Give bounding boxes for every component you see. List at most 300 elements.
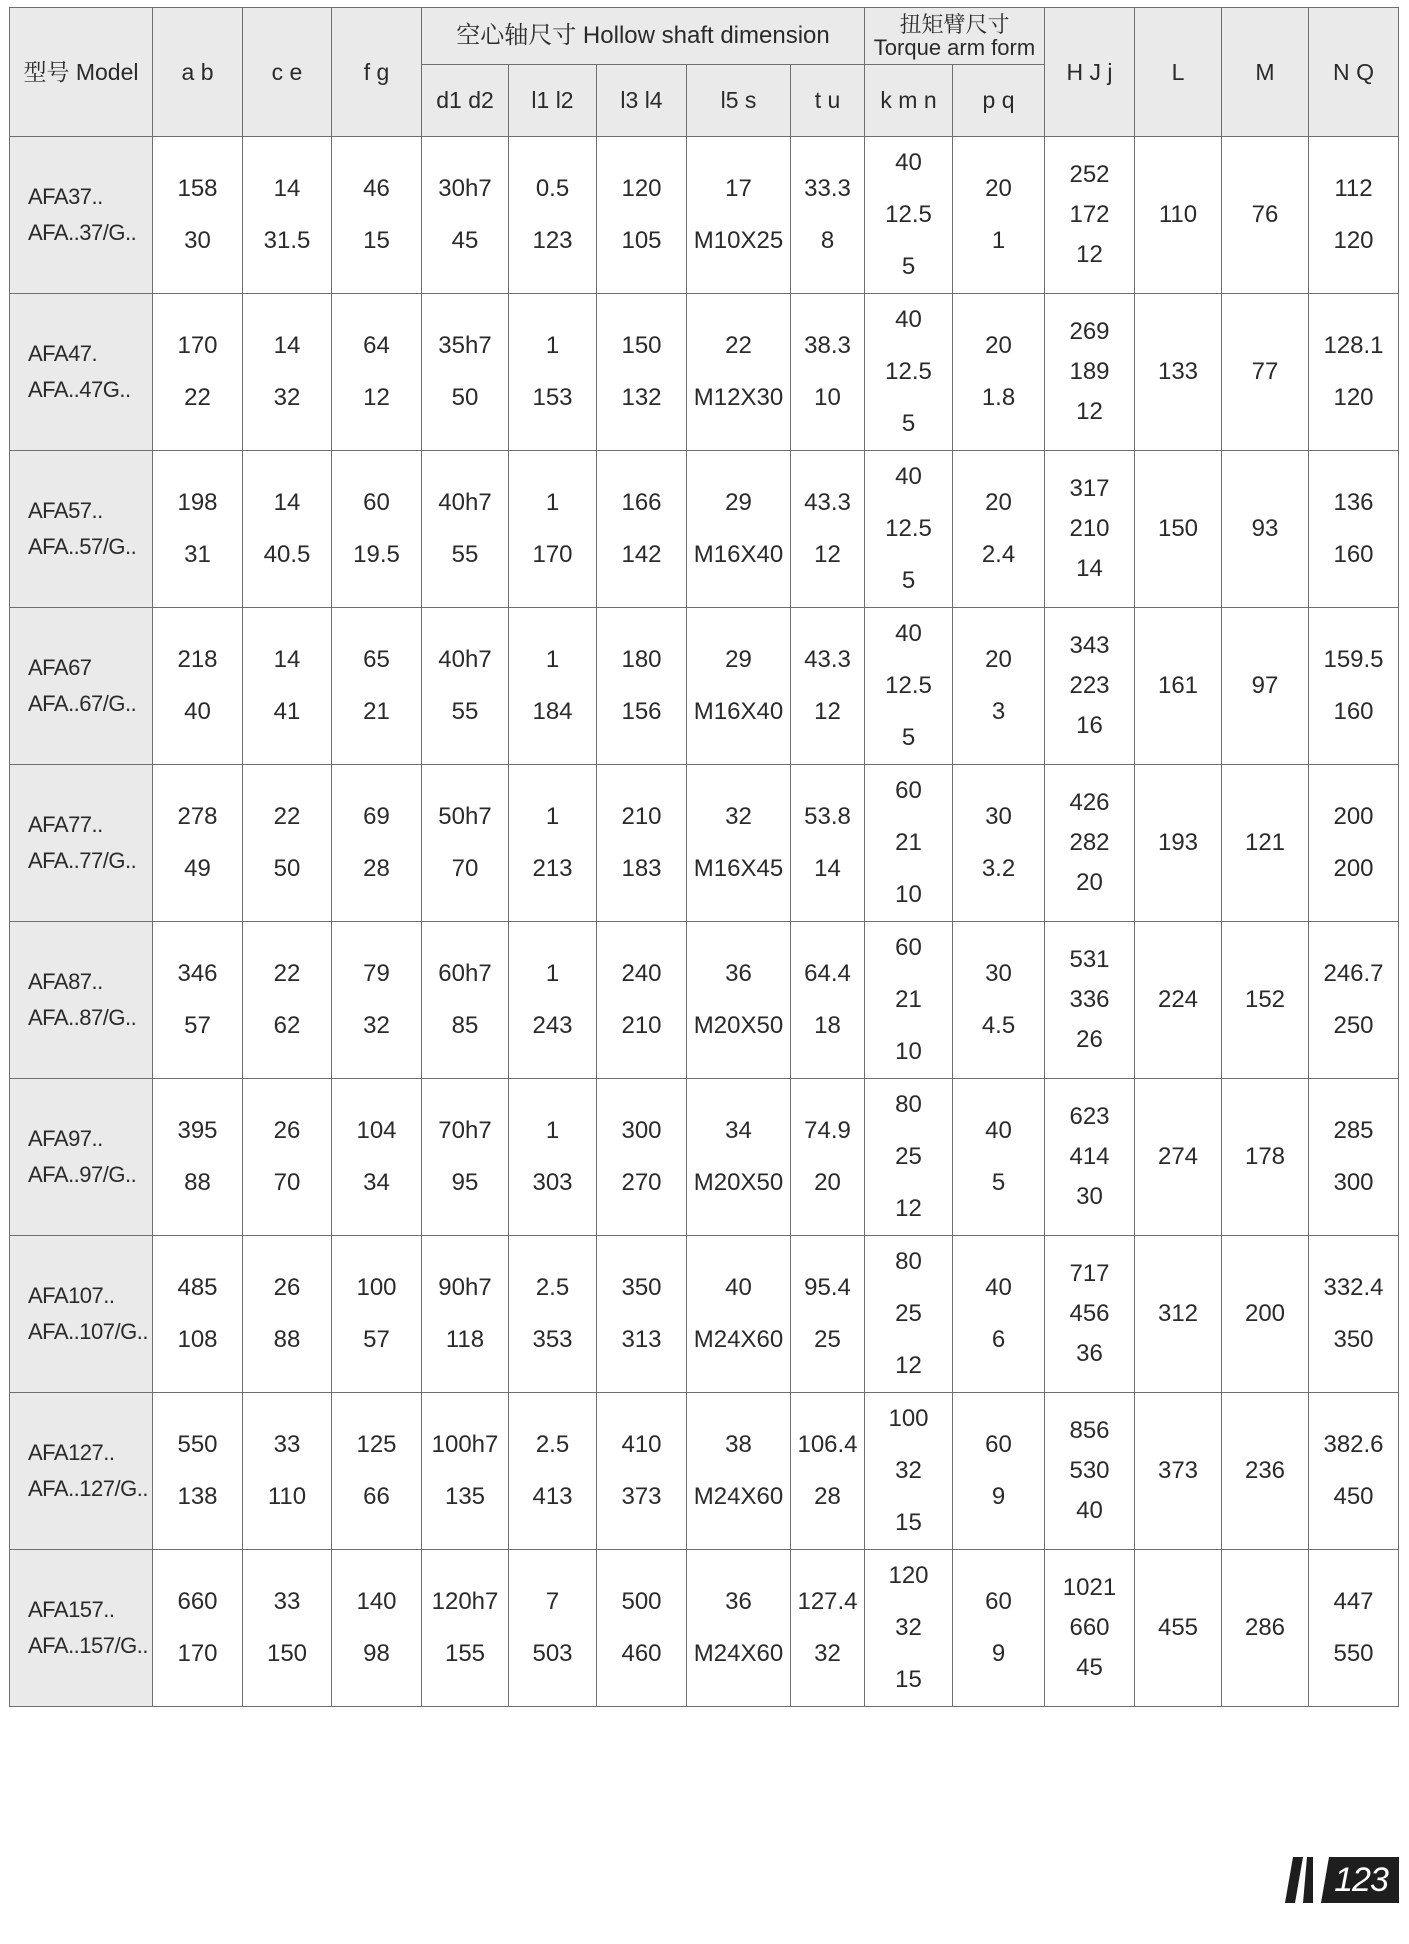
cell-ce-line: 62 [273, 1012, 301, 1039]
header-l12 [509, 65, 597, 137]
cell-l34-line: 300 [621, 1117, 662, 1144]
cell-ab-line: 346 [177, 960, 218, 987]
cell-d [422, 608, 509, 765]
cell-ab-line: 138 [177, 1483, 218, 1510]
cell-l12-line: 1 [545, 960, 560, 987]
cell-hjj-line: 40 [1076, 1497, 1103, 1524]
cell-l5s [687, 1236, 791, 1393]
cell-hjj-line: 20 [1076, 869, 1103, 896]
cell-l34 [597, 608, 687, 765]
cell-ab-line: 40 [184, 698, 211, 725]
cell-d-line: 40h7 [438, 646, 492, 673]
cell-M [1222, 1236, 1309, 1393]
table-header [10, 8, 1399, 137]
cell-hjj [1045, 137, 1135, 294]
cell-l5s-line: M20X50 [693, 1012, 784, 1039]
cell-pq [953, 1550, 1045, 1707]
cell-ab [153, 294, 243, 451]
cell-kmn-line: 5 [901, 410, 916, 437]
cell-nq-line: 128.1 [1323, 332, 1384, 359]
cell-kmn [865, 1236, 953, 1393]
cell-pq [953, 451, 1045, 608]
table-row [10, 137, 1399, 294]
header-u: u [827, 87, 841, 114]
header-g: g [376, 58, 390, 85]
cell-L [1135, 1079, 1222, 1236]
cell-pq-line: 9 [991, 1640, 1006, 1667]
cell-d-line: 135 [444, 1483, 486, 1510]
cell-pq [953, 1393, 1045, 1550]
cell-nq [1309, 294, 1399, 451]
cell-kmn [865, 451, 953, 608]
cell-nq [1309, 1393, 1399, 1550]
header-l3: l3 [620, 87, 639, 114]
cell-nq-line: 200 [1333, 803, 1374, 830]
cell-pq-line: 20 [985, 332, 1012, 359]
cell-l34 [597, 1550, 687, 1707]
table-row [10, 765, 1399, 922]
header-e: e [289, 58, 303, 85]
cell-L [1135, 451, 1222, 608]
cell-l34-line: 210 [621, 803, 662, 830]
cell-pq [953, 922, 1045, 1079]
cell-ab-line: 218 [177, 646, 218, 673]
cell-model-line: AFA127.. [28, 1440, 115, 1465]
cell-l34-line: 460 [621, 1640, 662, 1667]
cell-hjj-line: 456 [1069, 1300, 1110, 1327]
cell-ce-line: 50 [273, 855, 301, 882]
cell-kmn [865, 922, 953, 1079]
cell-pq-line: 30 [985, 960, 1012, 987]
cell-l12-line: 123 [532, 227, 573, 254]
cell-tu-line: 28 [814, 1483, 841, 1510]
cell-ab-line: 30 [184, 227, 211, 254]
cell-l12-line: 243 [532, 1012, 573, 1039]
cell-M-value: 77 [1251, 358, 1279, 385]
header-hjj [1045, 8, 1135, 137]
cell-fg-line: 34 [363, 1169, 390, 1196]
header-hollow-shaft-group: 空心轴尺寸 Hollow shaft dimension [422, 8, 865, 65]
cell-model [10, 1550, 153, 1707]
cell-l12 [509, 451, 597, 608]
cell-model-line: AFA107.. [28, 1283, 115, 1308]
cell-M [1222, 922, 1309, 1079]
cell-ce [243, 294, 332, 451]
cell-fg [332, 451, 422, 608]
cell-M [1222, 608, 1309, 765]
cell-M-value: 121 [1244, 829, 1286, 856]
cell-l5s [687, 451, 791, 608]
cell-l12-line: 413 [532, 1483, 573, 1510]
cell-l12 [509, 1079, 597, 1236]
cell-kmn-line: 32 [895, 1614, 922, 1641]
cell-L-value: 133 [1157, 358, 1199, 385]
cell-model-line: AFA..107/G.. [28, 1319, 148, 1344]
cell-kmn [865, 1393, 953, 1550]
cell-fg-line: 100 [356, 1274, 397, 1301]
cell-fg [332, 1236, 422, 1393]
cell-fg-line: 65 [363, 646, 390, 673]
cell-model-line: AFA..87/G.. [28, 1005, 137, 1030]
header-k: k [880, 87, 892, 114]
cell-d-line: 118 [445, 1326, 485, 1353]
cell-model-line: AFA87.. [28, 969, 103, 994]
cell-ce [243, 1236, 332, 1393]
cell-pq-line: 1 [991, 227, 1006, 254]
cell-ab-line: 88 [184, 1169, 211, 1196]
cell-l12-line: 1 [545, 332, 560, 359]
cell-ab-line: 198 [177, 489, 218, 516]
cell-l12-line: 213 [532, 855, 573, 882]
cell-l34-line: 150 [621, 332, 662, 359]
table-body [10, 137, 1399, 1707]
cell-fg-line: 57 [363, 1326, 390, 1353]
header-d [422, 65, 509, 137]
cell-nq [1309, 765, 1399, 922]
cell-hjj-line: 660 [1069, 1614, 1110, 1641]
cell-hjj-line: 26 [1076, 1026, 1103, 1053]
cell-model [10, 1079, 153, 1236]
cell-fg [332, 765, 422, 922]
cell-pq-line: 3.2 [981, 855, 1016, 882]
cell-l12-line: 0.5 [535, 175, 570, 202]
cell-l12-line: 2.5 [535, 1274, 570, 1301]
cell-l5s-line: M24X60 [693, 1326, 784, 1353]
table-row [10, 608, 1399, 765]
cell-tu-line: 43.3 [804, 646, 851, 673]
header-l5: l5 [720, 87, 739, 114]
cell-kmn [865, 608, 953, 765]
cell-ab [153, 137, 243, 294]
cell-ce-line: 22 [273, 803, 301, 830]
cell-kmn-line: 12.5 [885, 515, 932, 542]
cell-hjj-line: 530 [1069, 1457, 1110, 1484]
cell-fg-line: 79 [363, 960, 390, 987]
cell-l34 [597, 137, 687, 294]
cell-nq-line: 159.5 [1323, 646, 1384, 673]
cell-hjj-line: 210 [1069, 515, 1110, 542]
cell-fg-line: 19.5 [353, 541, 400, 568]
cell-tu-line: 8 [820, 227, 835, 254]
cell-M-value: 286 [1244, 1614, 1286, 1641]
cell-ce-line: 26 [273, 1117, 301, 1144]
cell-ab-line: 550 [177, 1431, 218, 1458]
cell-L [1135, 922, 1222, 1079]
cell-nq-line: 120 [1333, 384, 1374, 411]
cell-fg [332, 608, 422, 765]
cell-l12 [509, 922, 597, 1079]
cell-kmn-line: 12.5 [885, 672, 932, 699]
header-J: J [1089, 58, 1101, 85]
cell-model-line: AFA97.. [28, 1126, 103, 1151]
cell-L-value: 110 [1158, 201, 1198, 228]
cell-tu-line: 20 [814, 1169, 841, 1196]
cell-L-value: 312 [1157, 1300, 1199, 1327]
table-row [10, 1550, 1399, 1707]
cell-d-line: 60h7 [438, 960, 492, 987]
cell-L-value: 274 [1157, 1143, 1199, 1170]
cell-pq-line: 4.5 [981, 1012, 1016, 1039]
cell-l34-line: 500 [621, 1588, 662, 1615]
cell-l34-line: 142 [621, 541, 662, 568]
cell-ab-line: 49 [184, 855, 211, 882]
cell-ab-line: 108 [177, 1326, 218, 1353]
cell-l34-line: 132 [621, 384, 662, 411]
cell-hjj-line: 1021 [1062, 1574, 1117, 1601]
cell-pq-line: 9 [991, 1483, 1006, 1510]
cell-ab-line: 31 [184, 541, 211, 568]
cell-hjj-line: 414 [1069, 1143, 1110, 1170]
cell-l34 [597, 922, 687, 1079]
cell-hjj-line: 282 [1069, 829, 1110, 856]
cell-l5s-line: 36 [725, 1588, 752, 1615]
table-row [10, 1393, 1399, 1550]
header-l1: l1 [531, 87, 550, 114]
cell-hjj [1045, 1079, 1135, 1236]
cell-hjj [1045, 294, 1135, 451]
cell-kmn-line: 100 [888, 1405, 929, 1432]
cell-d [422, 1550, 509, 1707]
cell-l12 [509, 137, 597, 294]
cell-pq-line: 20 [985, 489, 1012, 516]
table-row [10, 922, 1399, 1079]
cell-M-value: 178 [1244, 1143, 1286, 1170]
cell-kmn-line: 21 [895, 986, 922, 1013]
cell-ce-line: 33 [273, 1431, 301, 1458]
cell-hjj-line: 223 [1069, 672, 1110, 699]
cell-ce-line: 14 [273, 489, 301, 516]
cell-d-line: 50h7 [438, 803, 492, 830]
cell-ab-line: 278 [177, 803, 218, 830]
cell-nq [1309, 1236, 1399, 1393]
cell-fg-line: 69 [363, 803, 390, 830]
cell-model [10, 137, 153, 294]
cell-l34-line: 210 [621, 1012, 662, 1039]
cell-fg [332, 922, 422, 1079]
cell-kmn-line: 60 [895, 934, 922, 961]
cell-d-line: 100h7 [431, 1431, 499, 1458]
cell-l5s-line: M24X60 [693, 1640, 784, 1667]
cell-ab [153, 1236, 243, 1393]
header-c: c [271, 58, 284, 85]
header-m-small: m [898, 87, 918, 114]
cell-l12-line: 2.5 [535, 1431, 570, 1458]
cell-L-value: 373 [1157, 1457, 1199, 1484]
cell-M [1222, 1393, 1309, 1550]
cell-hjj [1045, 1550, 1135, 1707]
cell-ce [243, 451, 332, 608]
header-q: q [1001, 87, 1015, 114]
cell-kmn-line: 120 [888, 1562, 929, 1589]
cell-tu [791, 1236, 865, 1393]
cell-L-value: 150 [1157, 515, 1199, 542]
cell-l34-line: 410 [621, 1431, 662, 1458]
cell-l5s-line: M10X25 [693, 227, 784, 254]
cell-tu [791, 1550, 865, 1707]
cell-l34-line: 373 [621, 1483, 662, 1510]
cell-model-line: AFA77.. [28, 812, 103, 837]
header-kmn [865, 65, 953, 137]
cell-fg [332, 1550, 422, 1707]
cell-l5s [687, 922, 791, 1079]
table-row [10, 1079, 1399, 1236]
cell-ce-line: 150 [266, 1640, 308, 1667]
cell-M [1222, 765, 1309, 922]
cell-tu-line: 106.4 [797, 1431, 858, 1458]
cell-d-line: 45 [451, 227, 479, 254]
cell-fg-line: 98 [363, 1640, 390, 1667]
cell-L [1135, 608, 1222, 765]
header-l5s [687, 65, 791, 137]
cell-fg-line: 21 [363, 698, 390, 725]
cell-tu-line: 33.3 [804, 175, 851, 202]
cell-ce-line: 26 [273, 1274, 301, 1301]
cell-kmn [865, 137, 953, 294]
cell-nq-line: 246.7 [1323, 960, 1384, 987]
cell-l5s-line: 36 [725, 960, 752, 987]
cell-model [10, 294, 153, 451]
cell-l34 [597, 294, 687, 451]
cell-l12-line: 184 [532, 698, 573, 725]
cell-tu-line: 14 [814, 855, 841, 882]
cell-l5s-line: M24X60 [693, 1483, 784, 1510]
cell-l12 [509, 608, 597, 765]
cell-model-line: AFA57.. [28, 498, 103, 523]
cell-pq [953, 294, 1045, 451]
cell-hjj-line: 14 [1076, 555, 1103, 582]
cell-ce-line: 33 [273, 1588, 301, 1615]
cell-kmn-line: 10 [895, 881, 922, 908]
cell-ce-line: 14 [273, 646, 301, 673]
cell-pq-line: 40 [985, 1117, 1012, 1144]
cell-model-line: AFA..127/G.. [28, 1476, 148, 1501]
cell-kmn [865, 294, 953, 451]
cell-pq-line: 60 [985, 1588, 1012, 1615]
cell-nq [1309, 1550, 1399, 1707]
cell-l12-line: 1 [545, 646, 560, 673]
cell-ab-line: 22 [184, 384, 211, 411]
cell-pq-line: 6 [991, 1326, 1006, 1353]
cell-ce [243, 1393, 332, 1550]
cell-pq-line: 5 [991, 1169, 1006, 1196]
header-n: n [923, 87, 937, 114]
cell-hjj-line: 426 [1069, 789, 1110, 816]
cell-l34-line: 105 [621, 227, 662, 254]
cell-l34 [597, 1393, 687, 1550]
header-l2: l2 [555, 87, 574, 114]
cell-model [10, 765, 153, 922]
cell-l34-line: 240 [621, 960, 662, 987]
header-f: f [363, 58, 371, 85]
cell-kmn-line: 12 [895, 1195, 922, 1222]
cell-tu-line: 43.3 [804, 489, 851, 516]
header-Q: Q [1356, 58, 1374, 85]
cell-nq-line: 160 [1333, 698, 1374, 725]
cell-ab-line: 395 [177, 1117, 218, 1144]
page-number-badge [1281, 1857, 1399, 1903]
cell-l34-line: 120 [621, 175, 662, 202]
cell-pq [953, 1236, 1045, 1393]
cell-kmn-line: 15 [895, 1666, 922, 1693]
cell-kmn-line: 80 [895, 1248, 922, 1275]
cell-d [422, 1393, 509, 1550]
cell-L-value: 455 [1157, 1614, 1199, 1641]
cell-hjj-line: 172 [1069, 201, 1110, 228]
cell-ce-line: 14 [273, 175, 301, 202]
cell-tu-line: 95.4 [804, 1274, 851, 1301]
cell-M-value: 76 [1251, 201, 1279, 228]
cell-d-line: 30h7 [438, 175, 492, 202]
cell-ab-line: 660 [177, 1588, 218, 1615]
cell-ce-line: 22 [273, 960, 301, 987]
cell-kmn-line: 10 [895, 1038, 922, 1065]
cell-kmn-line: 60 [895, 777, 922, 804]
cell-pq [953, 1079, 1045, 1236]
cell-d-line: 155 [444, 1640, 486, 1667]
cell-ce [243, 608, 332, 765]
cell-L [1135, 137, 1222, 294]
cell-kmn-line: 25 [895, 1143, 922, 1170]
cell-model [10, 1236, 153, 1393]
cell-pq [953, 608, 1045, 765]
cell-model [10, 1393, 153, 1550]
cell-model-line: AFA..47G.. [28, 377, 131, 402]
cell-hjj-line: 16 [1076, 712, 1103, 739]
header-model [10, 8, 153, 137]
cell-hjj-line: 623 [1069, 1103, 1110, 1130]
cell-l12-line: 303 [532, 1169, 573, 1196]
cell-l5s-line: 38 [725, 1431, 752, 1458]
cell-nq-line: 285 [1333, 1117, 1374, 1144]
cell-l5s-line: 32 [725, 803, 752, 830]
header-torque-arm-group [865, 8, 1045, 65]
cell-kmn [865, 1079, 953, 1236]
cell-kmn-line: 12.5 [885, 201, 932, 228]
cell-tu-line: 74.9 [804, 1117, 851, 1144]
header-torque-cn: 扭矩臂尺寸 [899, 11, 1010, 37]
cell-fg-line: 66 [363, 1483, 390, 1510]
cell-d-line: 50 [451, 384, 479, 411]
cell-ce-line: 14 [273, 332, 301, 359]
cell-ce-line: 40.5 [263, 541, 311, 568]
cell-l34-line: 156 [621, 698, 662, 725]
cell-model [10, 922, 153, 1079]
cell-d [422, 1079, 509, 1236]
cell-kmn-line: 40 [895, 463, 922, 490]
cell-ab-line: 170 [177, 1640, 218, 1667]
cell-kmn-line: 40 [895, 620, 922, 647]
cell-M-value: 93 [1251, 515, 1279, 542]
cell-L-value: 224 [1157, 986, 1199, 1013]
cell-kmn-line: 21 [895, 829, 922, 856]
cell-l12-line: 170 [532, 541, 573, 568]
cell-nq [1309, 137, 1399, 294]
header-L: L [1135, 8, 1222, 137]
cell-fg-line: 12 [363, 384, 390, 411]
cell-fg-line: 64 [363, 332, 390, 359]
cell-ce-line: 31.5 [263, 227, 311, 254]
cell-d [422, 1236, 509, 1393]
header-M: M [1222, 8, 1309, 137]
cell-L-value: 161 [1157, 672, 1199, 699]
cell-l34 [597, 765, 687, 922]
cell-d [422, 137, 509, 294]
cell-L-value: 193 [1157, 829, 1199, 856]
cell-tu [791, 294, 865, 451]
cell-nq-line: 250 [1333, 1012, 1374, 1039]
cell-tu-line: 127.4 [797, 1588, 858, 1615]
cell-l12 [509, 1393, 597, 1550]
